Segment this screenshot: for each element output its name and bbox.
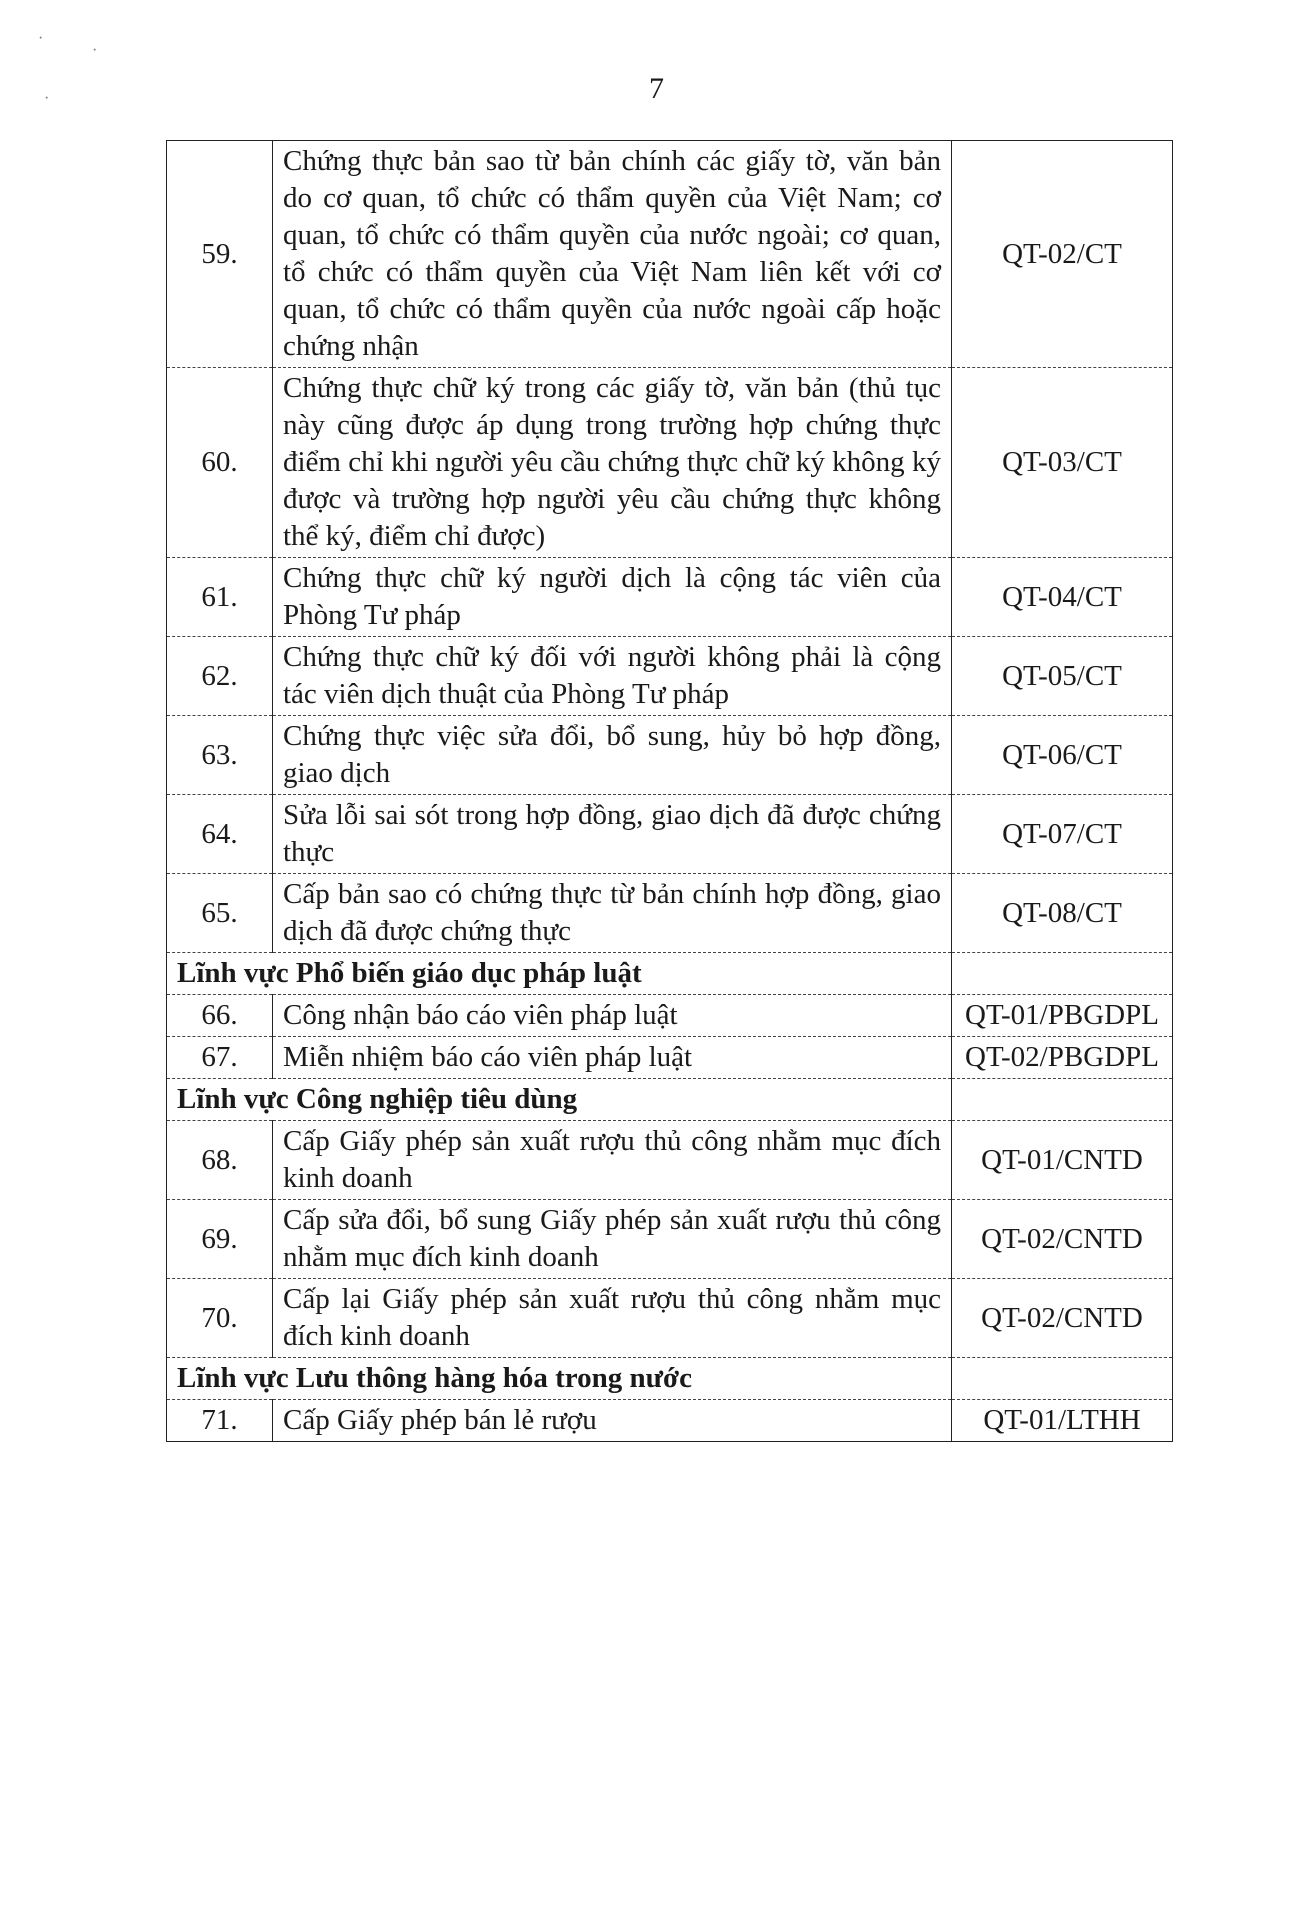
procedure-name: Cấp Giấy phép bán lẻ rượu	[273, 1400, 952, 1442]
table-row	[167, 637, 1173, 716]
table-row	[167, 995, 1173, 1037]
procedure-code: QT-07/CT	[952, 795, 1173, 874]
procedure-name: Miễn nhiệm báo cáo viên pháp luật	[273, 1037, 952, 1079]
section-code-cell	[952, 953, 1173, 995]
procedure-code: QT-02/PBGDPL	[952, 1037, 1173, 1079]
section-header-row	[167, 1079, 1173, 1121]
procedure-code: QT-06/CT	[952, 716, 1173, 795]
procedure-code: QT-05/CT	[952, 637, 1173, 716]
table-row	[167, 716, 1173, 795]
table-row	[167, 141, 1173, 368]
table-row	[167, 1279, 1173, 1358]
scan-mark: ·	[92, 42, 98, 59]
table-row	[167, 368, 1173, 558]
section-header-row	[167, 953, 1173, 995]
procedure-name: Chứng thực việc sửa đổi, bổ sung, hủy bỏ hợp đồng, giao dịch	[273, 716, 952, 795]
section-title: Lĩnh vực Phổ biến giáo dục pháp luật	[167, 953, 952, 995]
row-number: 60.	[167, 368, 273, 558]
row-number: 69.	[167, 1200, 273, 1279]
procedure-table	[166, 140, 1173, 1442]
procedure-name: Cấp sửa đổi, bổ sung Giấy phép sản xuất rượu thủ công nhằm mục đích kinh doanh	[273, 1200, 952, 1279]
procedure-code: QT-01/LTHH	[952, 1400, 1173, 1442]
table-row	[167, 1200, 1173, 1279]
table-row	[167, 874, 1173, 953]
section-header-row	[167, 1358, 1173, 1400]
procedure-code: QT-01/PBGDPL	[952, 995, 1173, 1037]
section-title: Lĩnh vực Công nghiệp tiêu dùng	[167, 1079, 952, 1121]
procedure-code: QT-01/CNTD	[952, 1121, 1173, 1200]
row-number: 68.	[167, 1121, 273, 1200]
procedure-code: QT-02/CT	[952, 141, 1173, 368]
procedure-code: QT-04/CT	[952, 558, 1173, 637]
row-number: 61.	[167, 558, 273, 637]
row-number: 66.	[167, 995, 273, 1037]
row-number: 71.	[167, 1400, 273, 1442]
procedure-name: Chứng thực chữ ký trong các giấy tờ, văn bản (thủ tục này cũng được áp dụng trong trường hợp chứng thực điểm chỉ khi người yêu cầu chứng thực chữ ký không ký được và trường hợp người yêu cầu chứng thực không thể ký, điểm chỉ được)	[273, 368, 952, 558]
table-row	[167, 558, 1173, 637]
row-number: 64.	[167, 795, 273, 874]
section-code-cell	[952, 1079, 1173, 1121]
scan-mark: ·	[44, 90, 50, 107]
scan-mark: ·	[38, 30, 44, 47]
table-row	[167, 1037, 1173, 1079]
procedure-code: QT-08/CT	[952, 874, 1173, 953]
procedure-name: Sửa lỗi sai sót trong hợp đồng, giao dịch đã được chứng thực	[273, 795, 952, 874]
row-number: 62.	[167, 637, 273, 716]
row-number: 65.	[167, 874, 273, 953]
section-code-cell	[952, 1358, 1173, 1400]
row-number: 63.	[167, 716, 273, 795]
table-row	[167, 1400, 1173, 1442]
row-number: 59.	[167, 141, 273, 368]
table-row	[167, 1121, 1173, 1200]
procedure-code: QT-02/CNTD	[952, 1200, 1173, 1279]
section-title: Lĩnh vực Lưu thông hàng hóa trong nước	[167, 1358, 952, 1400]
procedure-name: Chứng thực chữ ký đối với người không phải là cộng tác viên dịch thuật của Phòng Tư pháp	[273, 637, 952, 716]
procedure-name: Cấp lại Giấy phép sản xuất rượu thủ công nhằm mục đích kinh doanh	[273, 1279, 952, 1358]
procedure-name: Chứng thực bản sao từ bản chính các giấy tờ, văn bản do cơ quan, tổ chức có thẩm quyền của Việt Nam; cơ quan, tổ chức có thẩm quyền của nước ngoài; cơ quan, tổ chức có thẩm quyền của Việt Nam liên kết với cơ quan, tổ chức có thẩm quyền của nước ngoài cấp hoặc chứng nhận	[273, 141, 952, 368]
procedure-name: Cấp bản sao có chứng thực từ bản chính hợp đồng, giao dịch đã được chứng thực	[273, 874, 952, 953]
procedure-name: Chứng thực chữ ký người dịch là cộng tác viên của Phòng Tư pháp	[273, 558, 952, 637]
row-number: 67.	[167, 1037, 273, 1079]
procedure-name: Công nhận báo cáo viên pháp luật	[273, 995, 952, 1037]
procedure-table-body	[167, 141, 1173, 1442]
procedure-code: QT-03/CT	[952, 368, 1173, 558]
procedure-name: Cấp Giấy phép sản xuất rượu thủ công nhằm mục đích kinh doanh	[273, 1121, 952, 1200]
procedure-code: QT-02/CNTD	[952, 1279, 1173, 1358]
page-number: 7	[649, 72, 664, 105]
row-number: 70.	[167, 1279, 273, 1358]
table-row	[167, 795, 1173, 874]
